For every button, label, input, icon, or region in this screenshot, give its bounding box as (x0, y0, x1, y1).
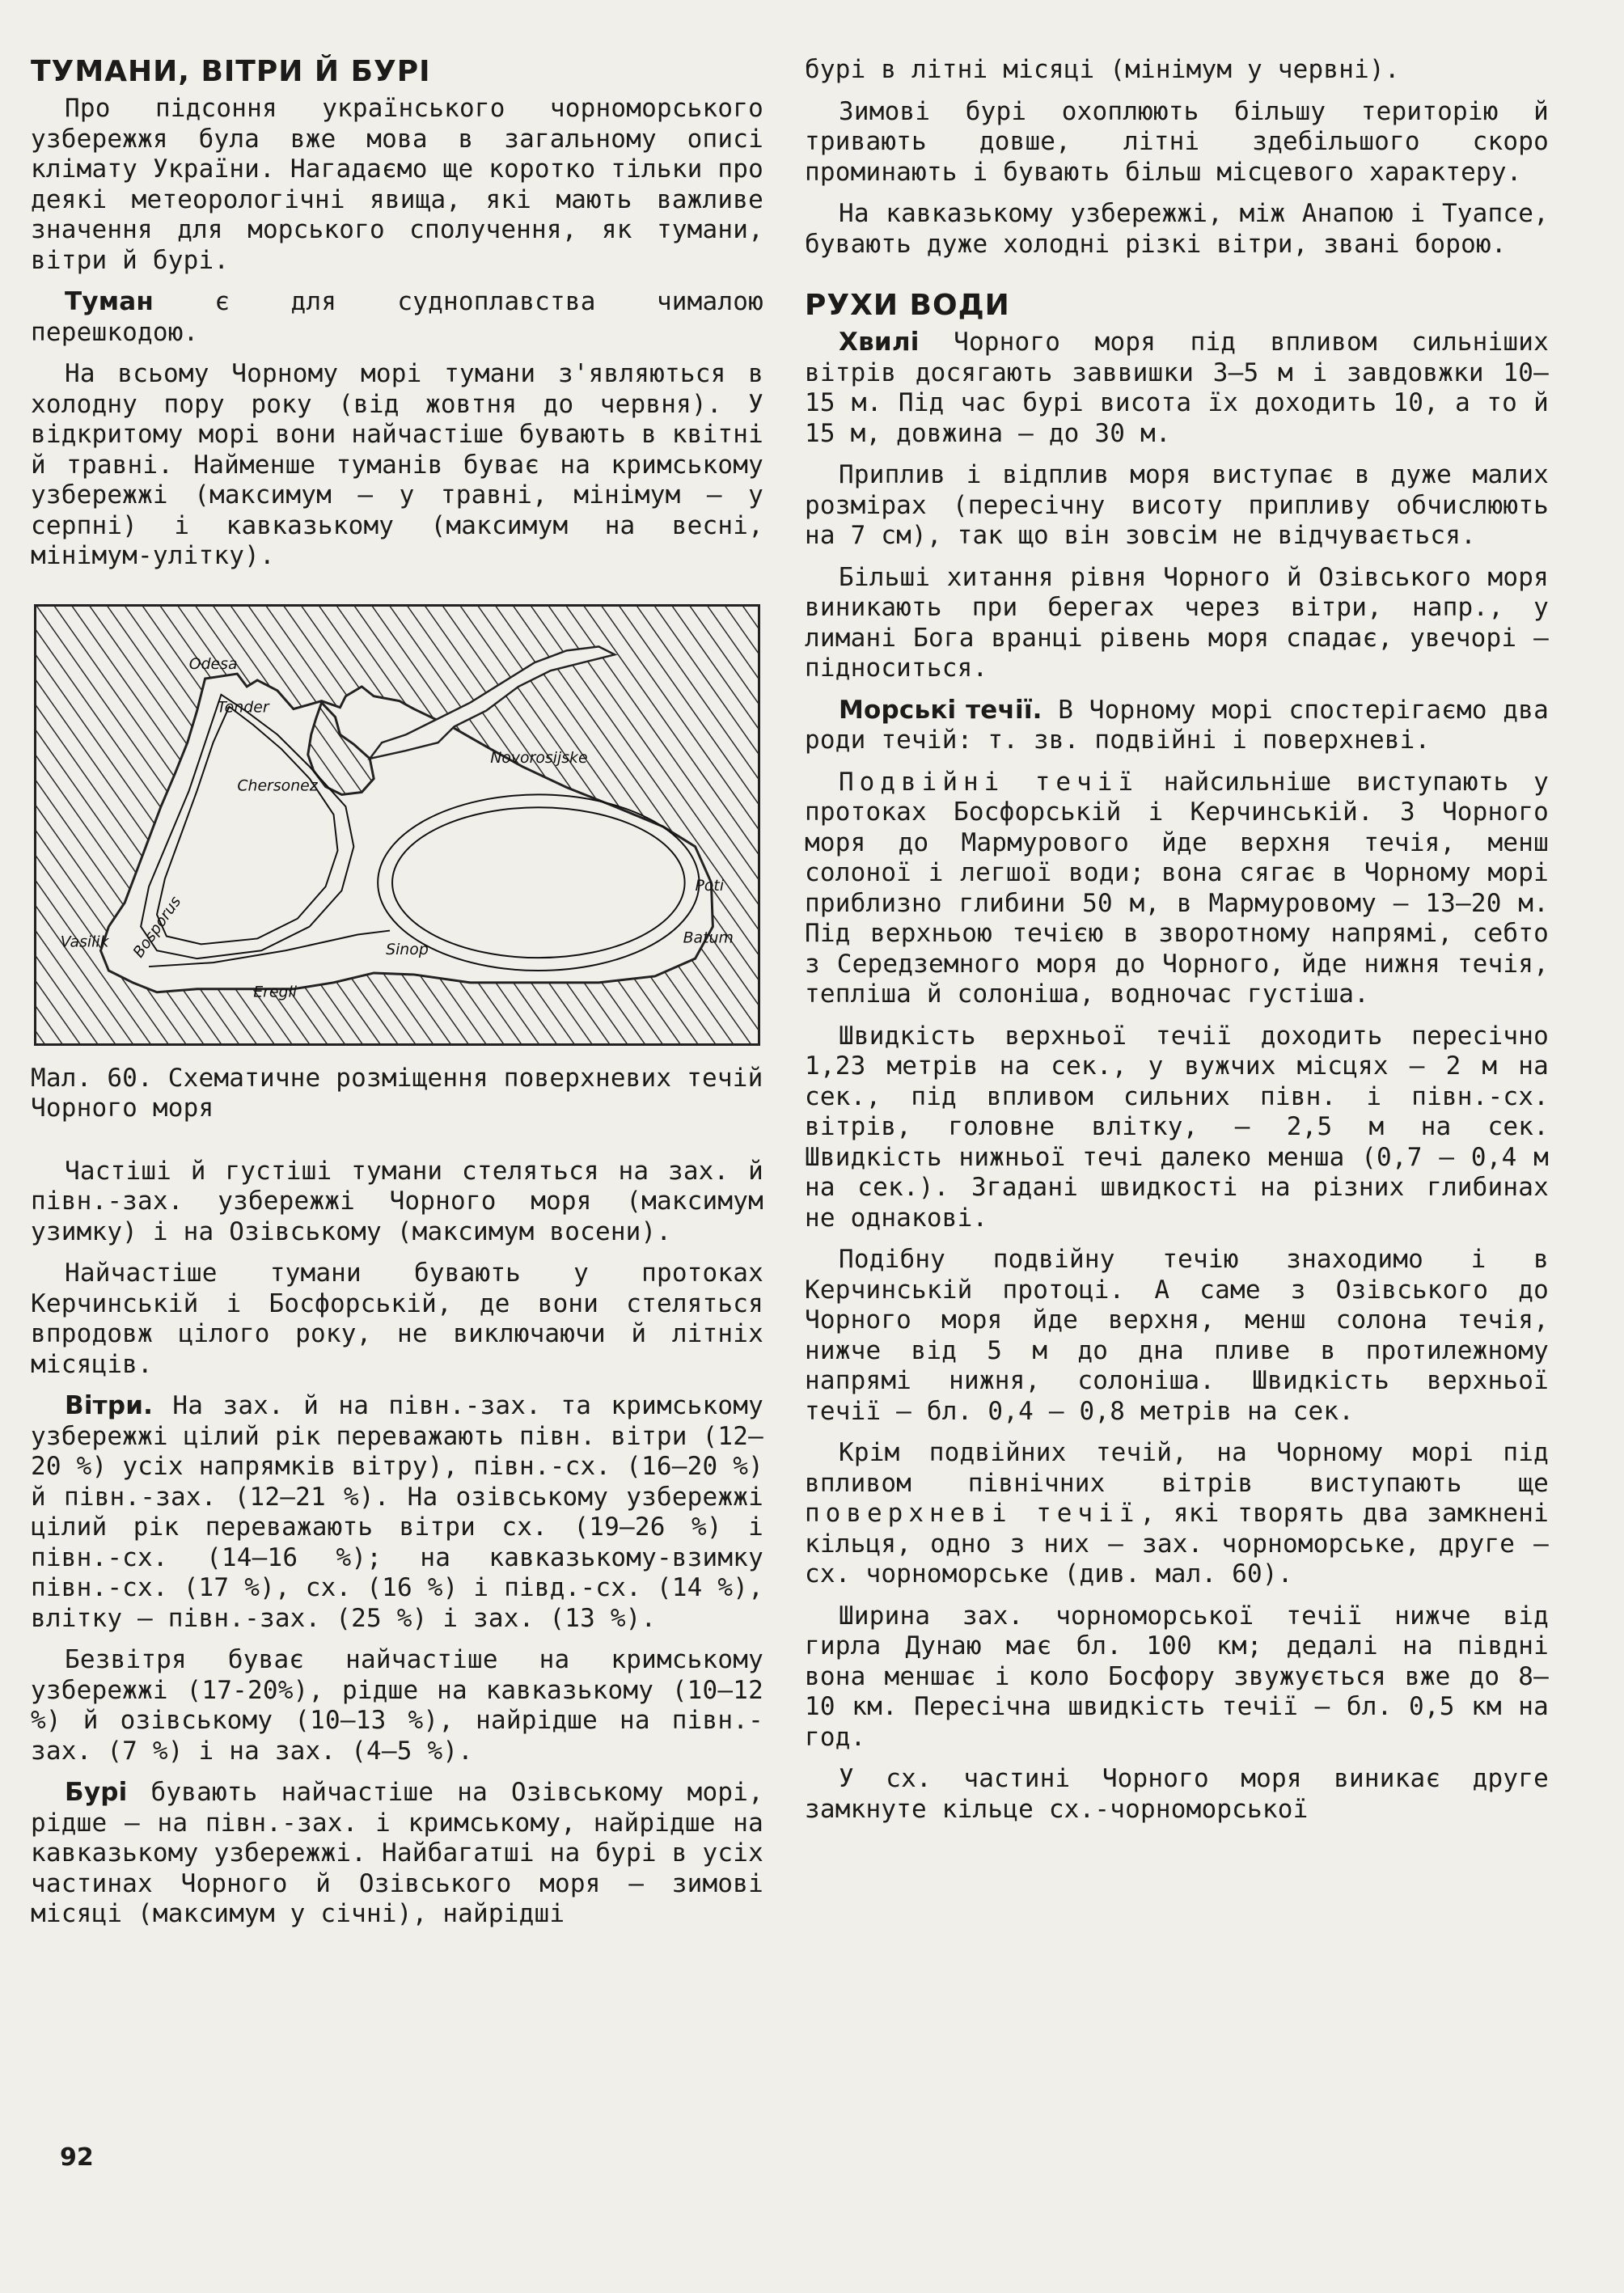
page-number: 92 (60, 2143, 94, 2172)
paragraph: Ширина зах. чорноморської течії нижче від гирла Дунаю має бл. 100 км; дедалі на півдні вона меншає і коло Босфору звужується вже до 8—10 км. Пересічна швидкість течії — бл. 0,5 км на год. (805, 1601, 1549, 1752)
paragraph (805, 328, 1549, 449)
paragraph: Безвітря буває найчастіше на кримському узбережжі (17-20%), рідше на кавказькому (10—12 %) й озівському (10—13 %), найрідше на півн.-зах. (7 %) і на зах. (4—5 %). (31, 1645, 763, 1766)
term-double-currents: Подвійні течії (839, 767, 1140, 797)
paragraph-text: є для судноплавства чималою перешкодою. (31, 287, 763, 347)
figure-caption: Мал. 60. Схематичне розміщення поверхневих течій Чорного моря (31, 1063, 763, 1123)
label-odesa: Odesa (188, 655, 238, 673)
label-novorosijske: Novorosijske (490, 749, 588, 767)
term-surface-currents: поверхневі течії (805, 1499, 1140, 1528)
label-chersonez: Chersonez (237, 777, 318, 794)
label-eregli: Eregli (253, 984, 297, 1001)
term-storms: Бурі (65, 1778, 128, 1807)
paragraph (805, 768, 1549, 1010)
paragraph-text: найсильніше виступають у протоках Босфорській і Керчинській. З Чорного моря до Мармурового йде верхня течія, менш солоної і легшої води; вона сягає в Чорному морі приблизно глибини 50 м, в Мармуровому — 13—20 м. Під верхньою течією в зворотному напрямі, себто з Середземного моря до Чорного, йде нижня течія, тепліша й солоніша, водночас густіша. (805, 767, 1549, 1009)
paragraph (31, 1391, 763, 1634)
paragraph: бурі в літні місяці (мінімум у червні). (805, 55, 1400, 84)
paragraph-text: , які творять два замкнені кільця, одно з них — зах. чорноморське, друге — сх. чорноморське (див. мал. 60). (805, 1499, 1549, 1589)
term-fog: Туман (65, 287, 154, 316)
label-sinop: Sinop (386, 941, 429, 958)
term-waves: Хвилі (839, 328, 920, 357)
paragraph: Зимові бурі охоплюють більшу територію й тривають довше, літні здебільшого скоро проминають і бувають більш місцевого характеру. (805, 96, 1549, 187)
section-heading-fogs: ТУМАНИ, ВІТРИ Й БУРІ (31, 55, 431, 88)
paragraph-text: Чорного моря під впливом сильніших вітрів досягають заввишки 3—5 м і завдовжки 10—15 м. Під час бурі висота їх доходить 10, а то й 15 м, довжина — до 30 м. (805, 328, 1549, 448)
paragraph: Про підсоння українського чорноморського узбережжя була вже мова в загальному описі клімату України. Нагадаємо ще коротко тільки про деякі метеорологічні явища, які мають важливе значення для морського сполучення, як тумани, вітри й бурі. (31, 94, 763, 275)
paragraph: У сх. частині Чорного моря виникає друге замкнуте кільце сх.-чорноморської (805, 1764, 1549, 1824)
paragraph: Приплив і відплив моря виступає в дуже малих розмірах (пересічну висоту припливу обчислюють на 7 см), так що він зовсім не відчувається. (805, 460, 1549, 550)
paragraph: Частіші й густіші тумани стеляться на зах. й півн.-зах. узбережжі Чорного моря (максимум узимку) і на Озівському (максимум восени). (31, 1156, 763, 1246)
left-column (31, 55, 763, 1941)
paragraph-text: На зах. й на півн.-зах. та кримському узбережжі цілий рік переважають півн. вітри (12—20 %) усіх напрямків вітру), півн.-сх. (16—20 %) й півн.-зах. (12—21 %). На озівському узбережжі цілий рік переважають вітри сх. (19—26 %) і півн.-сх. (14—16 %); на кавказькому-взимку півн.-сх. (17 %), сх. (16 %) і півд.-сх. (14 %), влітку — півн.-зах. (25 %) і зах. (13 %). (31, 1391, 763, 1633)
paragraph: Більші хитання рівня Чорного й Озівського моря виникають при берегах через вітри, напр., у лимані Бога вранці рівень моря спадає, увечорі — підноситься. (805, 562, 1549, 683)
label-poti: Poti (695, 877, 725, 895)
paragraph: На всьому Чорному морі тумани з'являються в холодну пору року (від жовтня до червня). У відкритому морі вони найчастіше бувають в квітні й травні. Найменше туманів буває на кримському узбережжі (максимум — у травні, мінімум — у серпні) і кавказькому (максимум на весні, мінімум-улітку). (31, 359, 763, 570)
paragraph (31, 1778, 763, 1930)
label-batum: Batum (683, 929, 734, 946)
label-vasilik: Vasilik (60, 933, 109, 950)
paragraph: Швидкість верхньої течії доходить пересічно 1,23 метрів на сек., у вужчих місцях — 2 м на сек., під впливом сильних півн. і півн.-сх. вітрів, головне влітку, — 2,5 м на сек. Швидкість нижньої течі далеко менша (0,7 — 0,4 м на сек.). Згадані швидкості на різних глибинах не однакові. (805, 1021, 1549, 1233)
black-sea-currents-map (34, 604, 760, 1046)
label-tender: Tender (217, 699, 269, 717)
paragraph: Найчастіше тумани бувають у протоках Керчинській і Босфорській, де вони стеляться впродовж цілого року, не виключаючи й літніх місяців. (31, 1259, 763, 1379)
section-heading-water-movement: РУХИ ВОДИ (805, 289, 1010, 322)
right-column (805, 55, 1549, 1836)
paragraph (805, 696, 1549, 756)
term-winds: Вітри. (65, 1391, 154, 1420)
paragraph (31, 287, 763, 348)
paragraph-text: бувають найчастіше на Озівському морі, рідше — на півн.-зах. і кримському, найрідше на кавказькому узбережжі. Найбагатші на бурі в усіх частинах Чорного й Озівського моря — зимові місяці (максимум у січні), найрідші (31, 1778, 763, 1928)
term-sea-currents: Морські течії. (839, 695, 1042, 725)
paragraph: Подібну подвійну течію знаходимо і в Керчинській протоці. А саме з Озівського до Чорного моря йде верхня, менш солона течія, нижче від 5 м до дна пливе в протилежному напрямі нижня, солоніша. Швидкість верхньої течії — бл. 0,4 — 0,8 метрів на сек. (805, 1245, 1549, 1426)
paragraph-text: Крім подвійних течій, на Чорному морі під впливом північних вітрів виступають ще (805, 1438, 1549, 1498)
map-drawing (36, 607, 758, 1043)
paragraph (805, 1438, 1549, 1590)
paragraph-text: В Чорному морі спостерігаємо два роди течій: т. зв. подвійні і поверхневі. (805, 695, 1549, 755)
paragraph: На кавказькому узбережжі, між Анапою і Туапсе, бувають дуже холодні різкі вітри, звані борою. (805, 199, 1549, 259)
label-bosporus: Bosporus (129, 893, 185, 961)
